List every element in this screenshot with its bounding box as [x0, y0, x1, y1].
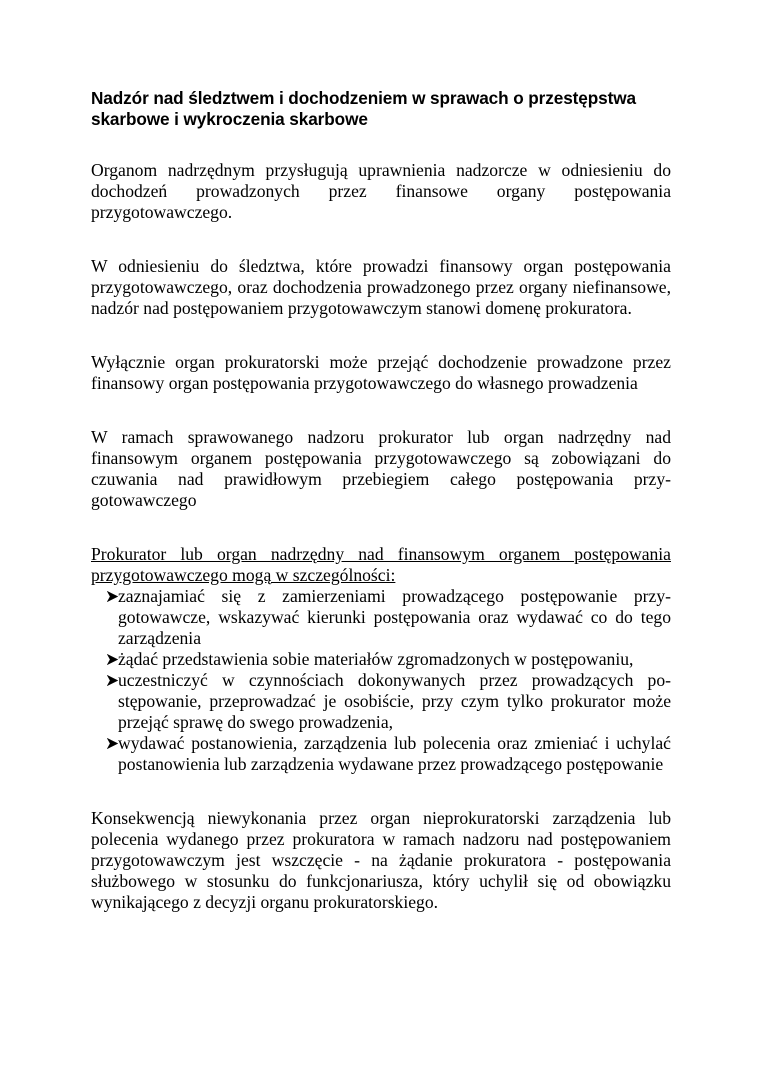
document-title: Nadzór nad śledztwem i dochodzeniem w sprawach o przestępstwa skarbowe i wykroczenia skarbowe	[91, 88, 636, 129]
list-item	[118, 586, 671, 649]
paragraph-2: W odniesieniu do śledztwa, które prowadzi finansowy organ postępowania przygotowawczego, oraz dochodzenia prowadzonego przez organy niefinansowe, nadzór nad postępowaniem przygotowawczym stanowi domenę prokuratora.	[91, 256, 671, 318]
list-item-text: zaznajamiać się z zamierzeniami prowadzącego postępowanie przy-gotowawcze, wskazywać kierunki postępowania oraz wydawać co do tego zarządzenia	[118, 586, 671, 648]
closing-paragraph: Konsekwencją niewykonania przez organ nieprokuratorski zarządzenia lub polecenia wydanego przez prokuratora w ramach nadzoru nad postępowaniem przygotowawczym jest wszczęcie - na żądanie prokuratora - postępowania służbowego w stosunku do funkcjonariusza, który uchylił się od obowiązku wynikającego z decyzji organu prokuratorskiego.	[91, 808, 671, 912]
arrowhead-bullet-icon	[107, 591, 118, 602]
powers-list	[91, 586, 671, 775]
document-page	[91, 88, 671, 946]
arrowhead-bullet-icon	[107, 675, 118, 686]
paragraph-1: Organom nadrzędnym przysługują uprawnienia nadzorcze w odniesieniu do dochodzeń prowadzonych przez finansowe organy postępowania przygotowawczego.	[91, 160, 671, 222]
list-item	[118, 649, 671, 670]
list-item	[118, 670, 671, 733]
arrowhead-bullet-icon	[107, 654, 118, 665]
paragraph-3: Wyłącznie organ prokuratorski może przejąć dochodzenie prowadzone przez finansowy organ postępowania przygotowawczego do własnego prowadzenia	[91, 352, 671, 393]
list-item-text: żądać przedstawienia sobie materiałów zgromadzonych w postępowaniu,	[118, 649, 634, 669]
paragraph-4: W ramach sprawowanego nadzoru prokurator lub organ nadrzędny nad finansowym organem postępowania przygotowawczego są zobowiązani do czuwania nad prawidłowym przebiegiem całego postępowania przy-gotowawczego	[91, 427, 671, 510]
list-intro: Prokurator lub organ nadrzędny nad finansowym organem postępowania przygotowawczego mogą w szczególności:	[91, 544, 671, 585]
list-item-text: wydawać postanowienia, zarządzenia lub polecenia oraz zmieniać i uchylać postanowienia lub zarządzenia wydawane przez prowadzącego postępowanie	[118, 733, 671, 774]
arrowhead-bullet-icon	[107, 738, 118, 749]
powers-section	[91, 544, 671, 775]
list-item-text: uczestniczyć w czynnościach dokonywanych przez prowadzących po-stępowanie, przeprowadzać je osobiście, przy czym tylko prokurator może przejąć sprawę do swego prowadzenia,	[118, 670, 671, 732]
list-item	[118, 733, 671, 775]
